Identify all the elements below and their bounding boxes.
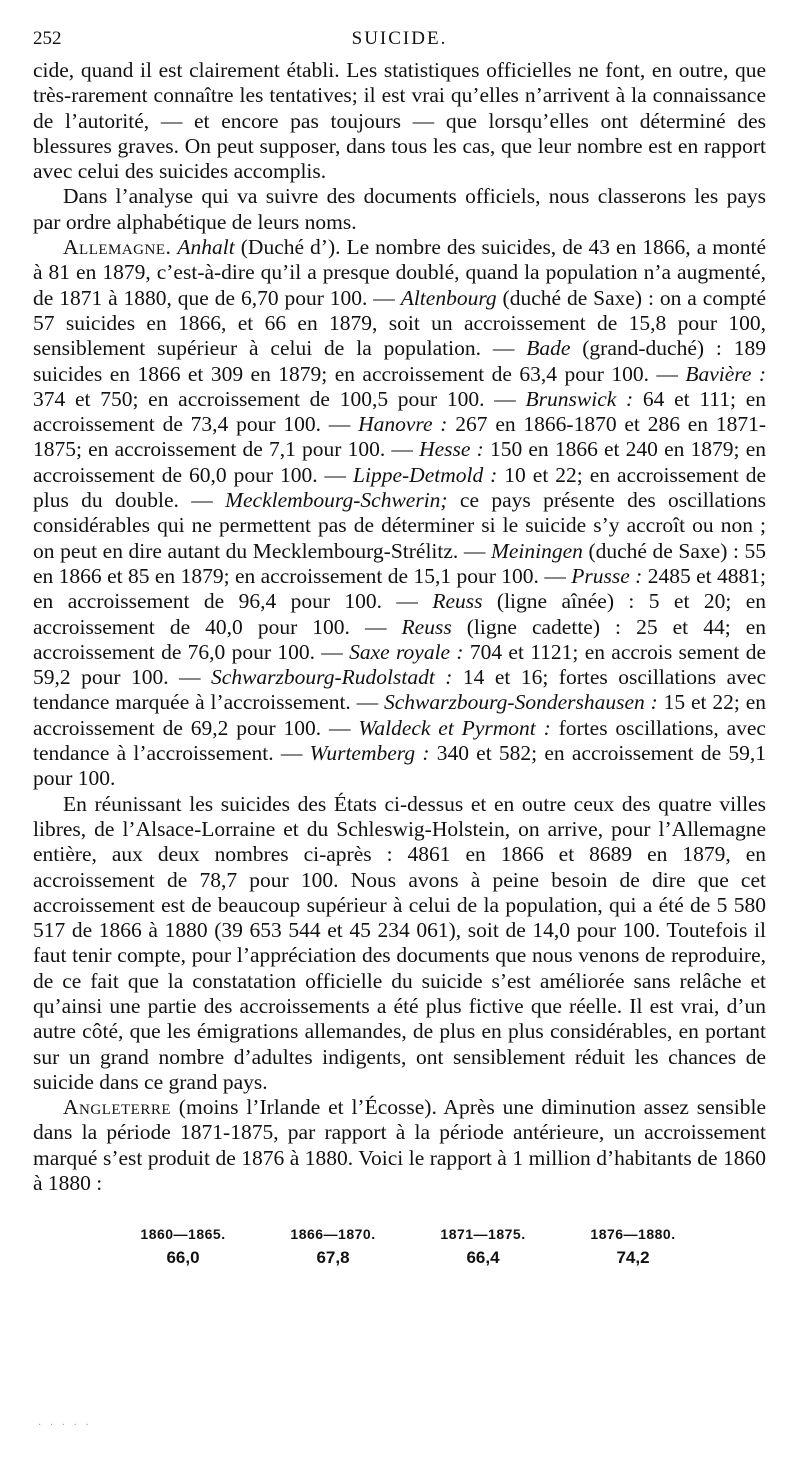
text-run: 2485 et 4881; en accroissement de 96,4 pour 100. — bbox=[33, 563, 767, 614]
body-text bbox=[33, 58, 766, 1196]
state-name: Bade bbox=[526, 336, 571, 361]
state-name: Reuss bbox=[432, 589, 483, 614]
text-run: 374 et 750; en accroissement de 100,5 pour 100. — bbox=[33, 386, 526, 411]
page-number: 252 bbox=[33, 28, 62, 49]
state-name: Schwarzbourg-Rudolstadt : bbox=[211, 665, 453, 690]
state-name: Altenbourg bbox=[400, 285, 497, 310]
allemagne-paragraph bbox=[33, 235, 766, 792]
rate-table bbox=[108, 1226, 708, 1268]
table-header: 1871—1875. bbox=[440, 1226, 526, 1243]
section-label-angleterre: Angleterre bbox=[63, 1095, 172, 1120]
table-cell: 66,0 bbox=[166, 1248, 200, 1268]
table-cell: 66,4 bbox=[466, 1248, 500, 1268]
intro-paragraph: cide, quand il est clairement établi. Les statistiques officielles ne font, en outre, que très-rarement connaître les tentatives; il est vrai qu’elles n’arrivent à la connaissance de l’autorité, — et encore pas toujours — que lorsqu’elles ont déterminé des blessures graves. On peut supposer, dans tous les cas, que leur nombre est en rapport avec celui des suicides accomplis. bbox=[33, 58, 766, 184]
text-run: (duché de Saxe) : 55 en 1866 et 85 en 1879; en accroissement de 15,1 pour 100. — bbox=[33, 538, 766, 588]
method-paragraph: Dans l’analyse qui va suivre des documents officiels, nous classerons les pays par ordre alphabétique de leurs noms. bbox=[33, 184, 766, 234]
text-run: (moins l’Irlande et l’Écosse). Après une diminution assez sensible dans la période 1871-1875, par rapport à la période antérieure, un accroissement marqué s’est produit de 1876 à 1880. Voici le rapport à 1 million d’habitants de 1860 à 1880 : bbox=[33, 1095, 766, 1196]
state-name: Hesse : bbox=[419, 437, 484, 462]
page-header bbox=[33, 28, 766, 58]
state-name: Reuss bbox=[401, 614, 452, 639]
state-name: Lippe-Detmold : bbox=[353, 462, 498, 487]
text-run: 150 en 1866 et 240 en 1879; en accroissement de 60,0 pour 100. — bbox=[33, 437, 766, 487]
text-run: ce pays présente des oscillations considérables qui ne permettent pas de déterminer si le suicide s’y accroît ou non ; on peut en dire autant du Mecklembourg-Strélitz. — bbox=[33, 488, 766, 563]
text-run: 64 et 111; en accroissement de 73,4 pour 100. — bbox=[33, 386, 767, 437]
table-cell: 74,2 bbox=[616, 1248, 650, 1268]
table-header: 1860—1865. bbox=[140, 1226, 226, 1243]
text-run: (Duché d’). Le nombre des suicides, de 43 en 1866, a monté à 81 en 1879, c’est-à-dire qu’il a presque doublé, quand la population n’a augmenté, de 1871 à 1880, que de 6,70 pour 100. — bbox=[33, 235, 766, 310]
state-name: Meiningen bbox=[490, 538, 583, 563]
text-run: 10 et 22; en accroissement de plus du double. — bbox=[33, 462, 766, 513]
text-run: 340 et 582; en accroissement de 59,1 pour 100. bbox=[33, 741, 766, 791]
state-name: Prusse : bbox=[571, 563, 643, 588]
state-name: Schwarzbourg-Sondershausen : bbox=[384, 690, 658, 715]
section-label-allemagne: Allemagne. bbox=[63, 235, 172, 260]
scan-smudge: · · · · · bbox=[38, 1420, 92, 1431]
table-cell: 67,8 bbox=[316, 1248, 350, 1268]
text-run: 704 et 1121; en accrois sement de 59,2 pour 100. — bbox=[33, 639, 766, 690]
text-run: fortes oscillations, avec tendance à l’accroissement. — bbox=[33, 715, 766, 766]
text-run: 267 en 1866-1870 et 286 en 1871-1875; en accroissement de 7,1 pour 100. — bbox=[33, 412, 767, 462]
state-name: Mecklembourg-Schwerin; bbox=[225, 488, 448, 513]
state-name: Brunswick : bbox=[525, 386, 634, 411]
running-title: SUICIDE. bbox=[351, 28, 448, 49]
text-run: (grand-duché) : 189 suicides en 1866 et 309 en 1879; en accroissement de 63,4 pour 100. — bbox=[33, 336, 766, 386]
state-name: Bavière : bbox=[685, 361, 766, 386]
text-run: (ligne aînée) : 5 et 20; en accroissement de 40,0 pour 100. — bbox=[33, 589, 766, 639]
table-header: 1876—1880. bbox=[590, 1226, 676, 1243]
state-name: Wurtemberg : bbox=[309, 741, 430, 766]
text-run: (duché de Saxe) : on a compté 57 suicides en 1866, et 66 en 1879, soit un accroissement de 15,8 pour 100, sensiblement supérieur à celui de la population. — bbox=[33, 285, 766, 361]
page bbox=[33, 28, 766, 1268]
state-name: Anhalt bbox=[177, 235, 235, 260]
state-name: Waldeck et Pyrmont : bbox=[358, 715, 551, 740]
table-header: 1866—1870. bbox=[290, 1226, 376, 1243]
angleterre-paragraph bbox=[33, 1095, 766, 1196]
text-run: (ligne cadette) : 25 et 44; en accroissement de 76,0 pour 100. — bbox=[33, 614, 767, 664]
text-run: 14 et 16; fortes oscillations avec tendance marquée à l’accroissement. — bbox=[33, 665, 766, 715]
summary-paragraph: En réunissant les suicides des États ci-dessus et en outre ceux des quatre villes libres, de l’Alsace-Lorraine et du Schleswig-Holstein, on arrive, pour l’Allemagne entière, aux deux nombres ci-après : 4861 en 1866 et 8689 en 1879, en accroissement de 78,7 pour 100. Nous avons à peine besoin de dire que cet accroissement est de beaucoup supérieur à celui de la population, qui a été de 5 580 517 de 1866 à 1880 (39 653 544 et 45 234 061), soit de 14,0 pour 100. Toutefois il faut tenir compte, pour l’appréciation des documents que nous venons de reproduire, de ce fait que la constatation officielle du suicide s’est améliorée sans relâche et qu’ainsi une partie des accroissements a été plus fictive que réelle. Il est vrai, d’un autre côté, que les émigrations allemandes, de plus en plus considérables, en portant sur un grand nombre d’adultes indigents, ont sensiblement réduit les chances de suicide dans ce grand pays. bbox=[33, 791, 766, 1094]
state-name: Saxe royale : bbox=[349, 639, 464, 664]
text-run: 15 et 22; en accroissement de 69,2 pour 100. — bbox=[33, 690, 766, 740]
state-name: Hanovre : bbox=[358, 412, 448, 437]
